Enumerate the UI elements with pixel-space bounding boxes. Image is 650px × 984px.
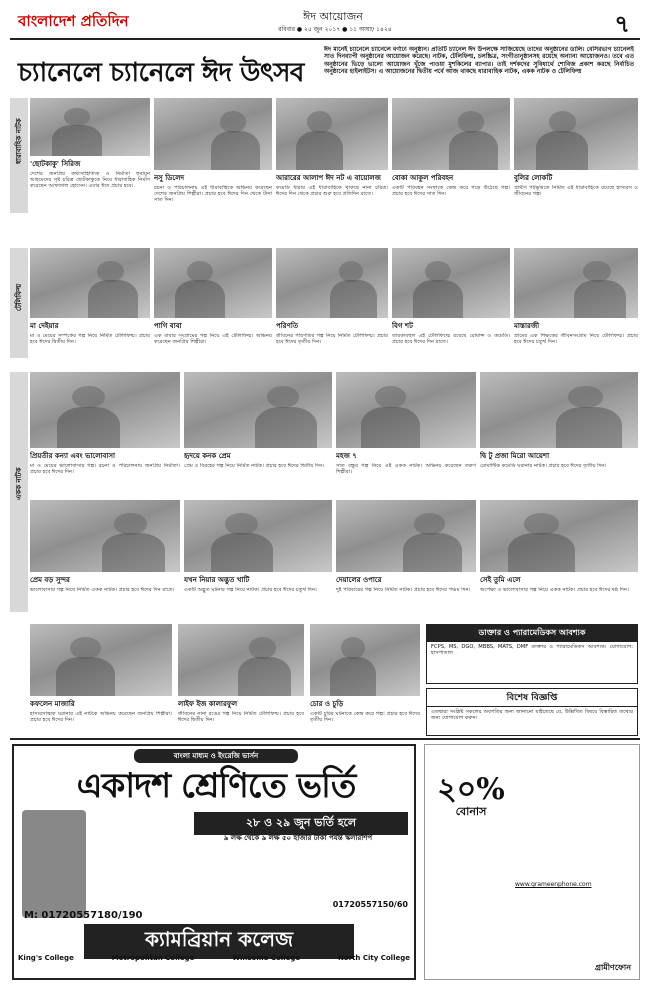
college-branches	[18, 954, 410, 978]
program-photo	[30, 248, 150, 318]
notice-body: এতদ্বারা সংশ্লিষ্ট সকলের অবগতির জন্য জানানো যাইতেছে যে, উল্লিখিত বিষয়ে বিস্তারিত তথ্যের জন্য যোগাযোগ করুন।	[431, 709, 633, 722]
program-card	[480, 500, 638, 617]
program-title: পাগি বাবা	[154, 322, 182, 330]
college-ad-intro: বাংলা মাধ্যম ও ইংরেজি ভার্সন	[134, 749, 298, 763]
program-title: লাইফ ইজ কালারফুল	[178, 700, 238, 708]
program-description: গ্রামের এক শিক্ষকের জীবনসংগ্রাম নিয়ে টেলিফিল্ম। প্রচার হবে ঈদের চতুর্থ দিন।	[514, 333, 638, 346]
program-card	[154, 98, 272, 217]
student-photo	[22, 810, 86, 918]
doctor-ad	[426, 624, 638, 684]
program-description: অপেক্ষা ও ভালোবাসার গল্প নিয়ে একক নাটক। প্রচার হবে ঈদের ষষ্ঠ দিন।	[480, 587, 629, 593]
program-photo	[392, 98, 510, 170]
program-description: দেশের জনপ্রিয় কথাসাহিত্যিক ও নির্মাতা হুমায়ূন আহমেদের সৃষ্ট চরিত্র ছোটকাকুকে নিয়ে ধারাবাহিক নির্মাণ করেছেন আফজাল হোসেন। এবার ঈদে প্রচার হবে।	[30, 171, 150, 190]
program-card	[184, 372, 332, 501]
program-title: দ্বি টু প্রজা মিরো আয়েশা	[480, 452, 550, 460]
college-ad-title: একাদশ শ্রেণিতে ভর্তি	[76, 766, 356, 806]
telecom-brand: গ্রামীণফোন	[594, 963, 631, 972]
program-card	[480, 372, 638, 501]
program-title: বুলির লোকটি	[514, 174, 553, 182]
program-photo	[336, 500, 476, 572]
branch-name: North City College	[337, 954, 410, 962]
program-title: কফলেন মাজারি	[30, 700, 75, 708]
program-card	[514, 98, 638, 217]
branch-name: Winsome College	[232, 954, 301, 962]
program-description: মা ও মেয়ের ভালোবাসার গল্প। রচনা ও পরিচালনায় জনপ্রিয় নির্মাতা। প্রচার হবে ঈদের দিন।	[30, 463, 180, 476]
page-number: ৭	[614, 9, 630, 38]
program-description: রোমান্টিক কমেডি ঘরানার নাটক। প্রচার হবে ঈদের তৃতীয় দিন।	[480, 463, 607, 469]
notice-title: বিশেষ বিজ্ঞপ্তি	[427, 689, 637, 707]
program-title: প্রিয়তীর কন্যা এবং ভালোবাসা	[30, 452, 116, 460]
program-title: মা দেইয়ার	[30, 322, 59, 330]
program-photo	[154, 98, 272, 170]
program-card	[336, 372, 476, 501]
admission-dates: ২৮ ও ২৯ জুন ভর্তি হলে	[194, 812, 408, 835]
program-card	[30, 248, 150, 363]
program-photo	[310, 624, 420, 696]
program-photo	[184, 372, 332, 448]
telecom-bonus-ad	[424, 744, 640, 980]
program-description: রচনা ও পরিচালনায় এই ধারাবাহিকে অভিনয় করেছেন দেশের জনপ্রিয় শিল্পীরা। প্রচার হবে ঈদের দিন থেকে টানা সাত দিন।	[154, 185, 272, 204]
doctor-ad-title: ডাক্তার ও প্যারামেডিকস আবশ্যক	[427, 625, 637, 642]
section-divider	[10, 738, 640, 740]
program-card	[30, 372, 180, 501]
program-title: নসু ডিলেদ	[154, 174, 185, 182]
page-headline: চ্যানেলে চ্যানেলে ঈদ উৎসব	[18, 58, 304, 88]
program-photo	[514, 98, 638, 170]
program-description: জীবনের পরিণতির গল্প নিয়ে নির্মিত টেলিফিল্ম। প্রচার হবে ঈদের তৃতীয় দিন।	[276, 333, 388, 346]
special-notice	[426, 688, 638, 736]
program-card	[392, 98, 510, 217]
program-photo	[480, 500, 638, 572]
program-photo	[514, 248, 638, 318]
program-description: একটি চুরির ঘটনাকে কেন্দ্র করে গল্প। প্রচার হবে ঈদের তৃতীয় দিন।	[310, 711, 420, 724]
program-description: এক বাবার সংগ্রামের গল্প নিয়ে এই টেলিফিল্ম। অভিনয় করেছেন জনপ্রিয় শিল্পীরা।	[154, 333, 272, 346]
band-serials	[10, 98, 28, 213]
paper-name: বাংলাদেশ প্রতিদিন	[18, 12, 129, 30]
band-label: টেলিফিল্ম	[15, 283, 23, 311]
bonus-percent: ২০%	[437, 772, 505, 807]
program-description: মা ও মেয়ের সম্পর্কের গল্প নিয়ে নির্মিত টেলিফিল্ম। প্রচার হবে ঈদের দ্বিতীয় দিন।	[30, 333, 150, 346]
program-title: হৃদয়ে কনক প্রেম	[184, 452, 231, 460]
program-title: আরারের আলাপ ঈদ নট এ বায়োলজ	[276, 174, 381, 182]
program-photo	[480, 372, 638, 448]
program-card	[392, 248, 510, 363]
program-title: চোর ও চুড়ি	[310, 700, 344, 708]
program-photo	[336, 372, 476, 448]
program-title: দেয়ালের ওপারে	[336, 576, 382, 584]
program-photo	[276, 98, 388, 170]
band-label: ধারাবাহিক নাটক	[15, 117, 23, 164]
program-card	[30, 98, 150, 209]
program-description: জীবনের নানা রঙের গল্প নিয়ে নির্মিত টেলিফিল্ম। প্রচার হবে ঈদের দ্বিতীয় দিন।	[178, 711, 304, 724]
program-photo	[178, 624, 304, 696]
program-card	[184, 500, 332, 617]
program-description: গ্রামীণ পটভূমিতে নির্মিত এই ধারাবাহিকে রয়েছে হাস্যরস ও জীবনের গল্প।	[514, 185, 638, 198]
program-title: মাস্তারজী	[514, 322, 540, 330]
college-admission-ad	[12, 744, 416, 980]
program-title: মহজ ৭	[336, 452, 357, 460]
college-contact: 01720557150/60	[332, 900, 408, 909]
program-photo	[154, 248, 272, 318]
offer-details	[515, 759, 635, 879]
program-card	[514, 248, 638, 363]
program-description: দুই পরিবারের গল্প নিয়ে নির্মিত নাটক। প্রচার হবে ঈদের পঞ্চম দিন।	[336, 587, 471, 593]
program-description: সাত বন্ধুর গল্প নিয়ে এই একক নাটক। অভিনয় করেছেন তরুণ শিল্পীরা।	[336, 463, 476, 476]
band-label: একক নাটক	[15, 467, 23, 500]
program-photo	[392, 248, 510, 318]
program-description: তারকাবহুল এই টেলিফিল্মে রয়েছে রোমান্স ও কমেডি। প্রচার হবে ঈদের দিন রাতে।	[392, 333, 510, 346]
date-line: রবিবার ● ২৫ জুন ২০১৭ ● ১১ আষাঢ় ১৪২৪	[278, 26, 392, 33]
program-title: প্রেম বড় সুন্দর	[30, 576, 70, 584]
program-title: সেই তুমি এলে	[480, 576, 521, 584]
program-card	[276, 248, 388, 363]
program-description: কমেডি ধারার এই ধারাবাহিকে থাকছে নানা চরিত্র। ঈদের দিন থেকে প্রচার শুরু হবে প্রতিদিন রাতে।	[276, 185, 388, 198]
program-photo	[184, 500, 332, 572]
bonus-label: বোনাস	[455, 805, 487, 818]
program-description: হাস্যরসাত্মক ঘরানার এই নাটকে অভিনয় করেছেন জনপ্রিয় শিল্পীরা। প্রচার হবে ঈদের দিন।	[30, 711, 172, 724]
program-card	[154, 248, 272, 363]
program-photo	[30, 624, 172, 696]
program-title: বোকা আকুল পরিবহন	[392, 174, 454, 182]
program-description: প্রেম ও বিরহের গল্প নিয়ে নির্মিত নাটক। প্রচার হবে ঈদের দ্বিতীয় দিন।	[184, 463, 325, 469]
program-card	[310, 624, 420, 741]
program-card	[336, 500, 476, 617]
program-photo	[30, 98, 150, 156]
band-telefilms	[10, 248, 28, 358]
program-card	[30, 500, 180, 617]
program-title: যখন নিয়ার অদ্ভুত খাটি	[184, 576, 250, 584]
program-card	[30, 624, 172, 741]
college-name: ক্যামব্রিয়ান কলেজ	[84, 924, 354, 959]
college-phone: M: 01720557180/190	[24, 910, 143, 921]
section-title: ঈদ আয়োজন	[303, 10, 363, 23]
program-title: পরিণতি	[276, 322, 299, 330]
program-title: বিগ শট	[392, 322, 413, 330]
program-photo	[30, 500, 180, 572]
masthead	[10, 6, 640, 40]
intro-text: ঈদ মানেই চ্যানেলে চ্যানেলে বর্ণাঢ্য অনুষ্ঠান। প্রতিটি চ্যানেল ঈদ উপলক্ষে সাজিয়েছে তাদের অনুষ্ঠানের ডালি। বেসিরভাগ চ্যানেলই সাত দিনব্যাপী অনুষ্ঠানের আয়োজন করেছে। নাটক, টেলিফিল্ম, চলচ্চিত্র, সংগীতানুষ্ঠানসহ রয়েছে অন্যান্য আয়োজনও। তবে এত অনুষ্ঠানের ভিড়ে ভালো আয়োজন খুঁজে পাওয়া মুশকিলের ব্যাপার। তাই দর্শকদের সুবিধার্থে শোবিজ প্রকাশ করছে নির্বাচিত অনুষ্ঠানের হাইলাইটস। এ আয়োজনের দ্বিতীয় পর্বে আজ থাকছে ধারাবাহিক নাটক, একক নাটক ও টেলিফিল্ম	[324, 46, 634, 76]
branch-name: King's College	[18, 954, 74, 962]
program-card	[276, 98, 388, 217]
branch-name: Metropolitan College	[111, 954, 195, 962]
scholarship-info: ৯ লক্ষ থেকে ৯ লক্ষ ৫০ হাজার টাকা পর্যন্ত স্কলারশিপ	[223, 834, 373, 842]
program-card	[178, 624, 304, 741]
program-description: একটি পরিবহন সংস্থাকে কেন্দ্র করে গড়ে উঠেছে গল্প। প্রচার হবে ঈদের সাত দিন।	[392, 185, 510, 198]
doctor-ad-body: FCPS, MS, DGO, MBBS, MATS, DMF ডাক্তার ও প্যারামেডিকস আবশ্যক। যোগাযোগ: হাসপাতাল	[431, 644, 633, 657]
program-photo	[276, 248, 388, 318]
program-description: একটি অদ্ভুত ঘটনার গল্প নিয়ে নাটক। প্রচার হবে ঈদের চতুর্থ দিন।	[184, 587, 317, 593]
telecom-url[interactable]: www.grameenphone.com	[515, 881, 592, 888]
program-title: 'ছোটকাকু' সিরিজ	[30, 160, 81, 168]
program-description: ভালোবাসার গল্প নিয়ে নির্মিত একক নাটক। প্রচার হবে ঈদের দিন রাতে।	[30, 587, 175, 593]
program-photo	[30, 372, 180, 448]
band-single-dramas	[10, 372, 28, 612]
